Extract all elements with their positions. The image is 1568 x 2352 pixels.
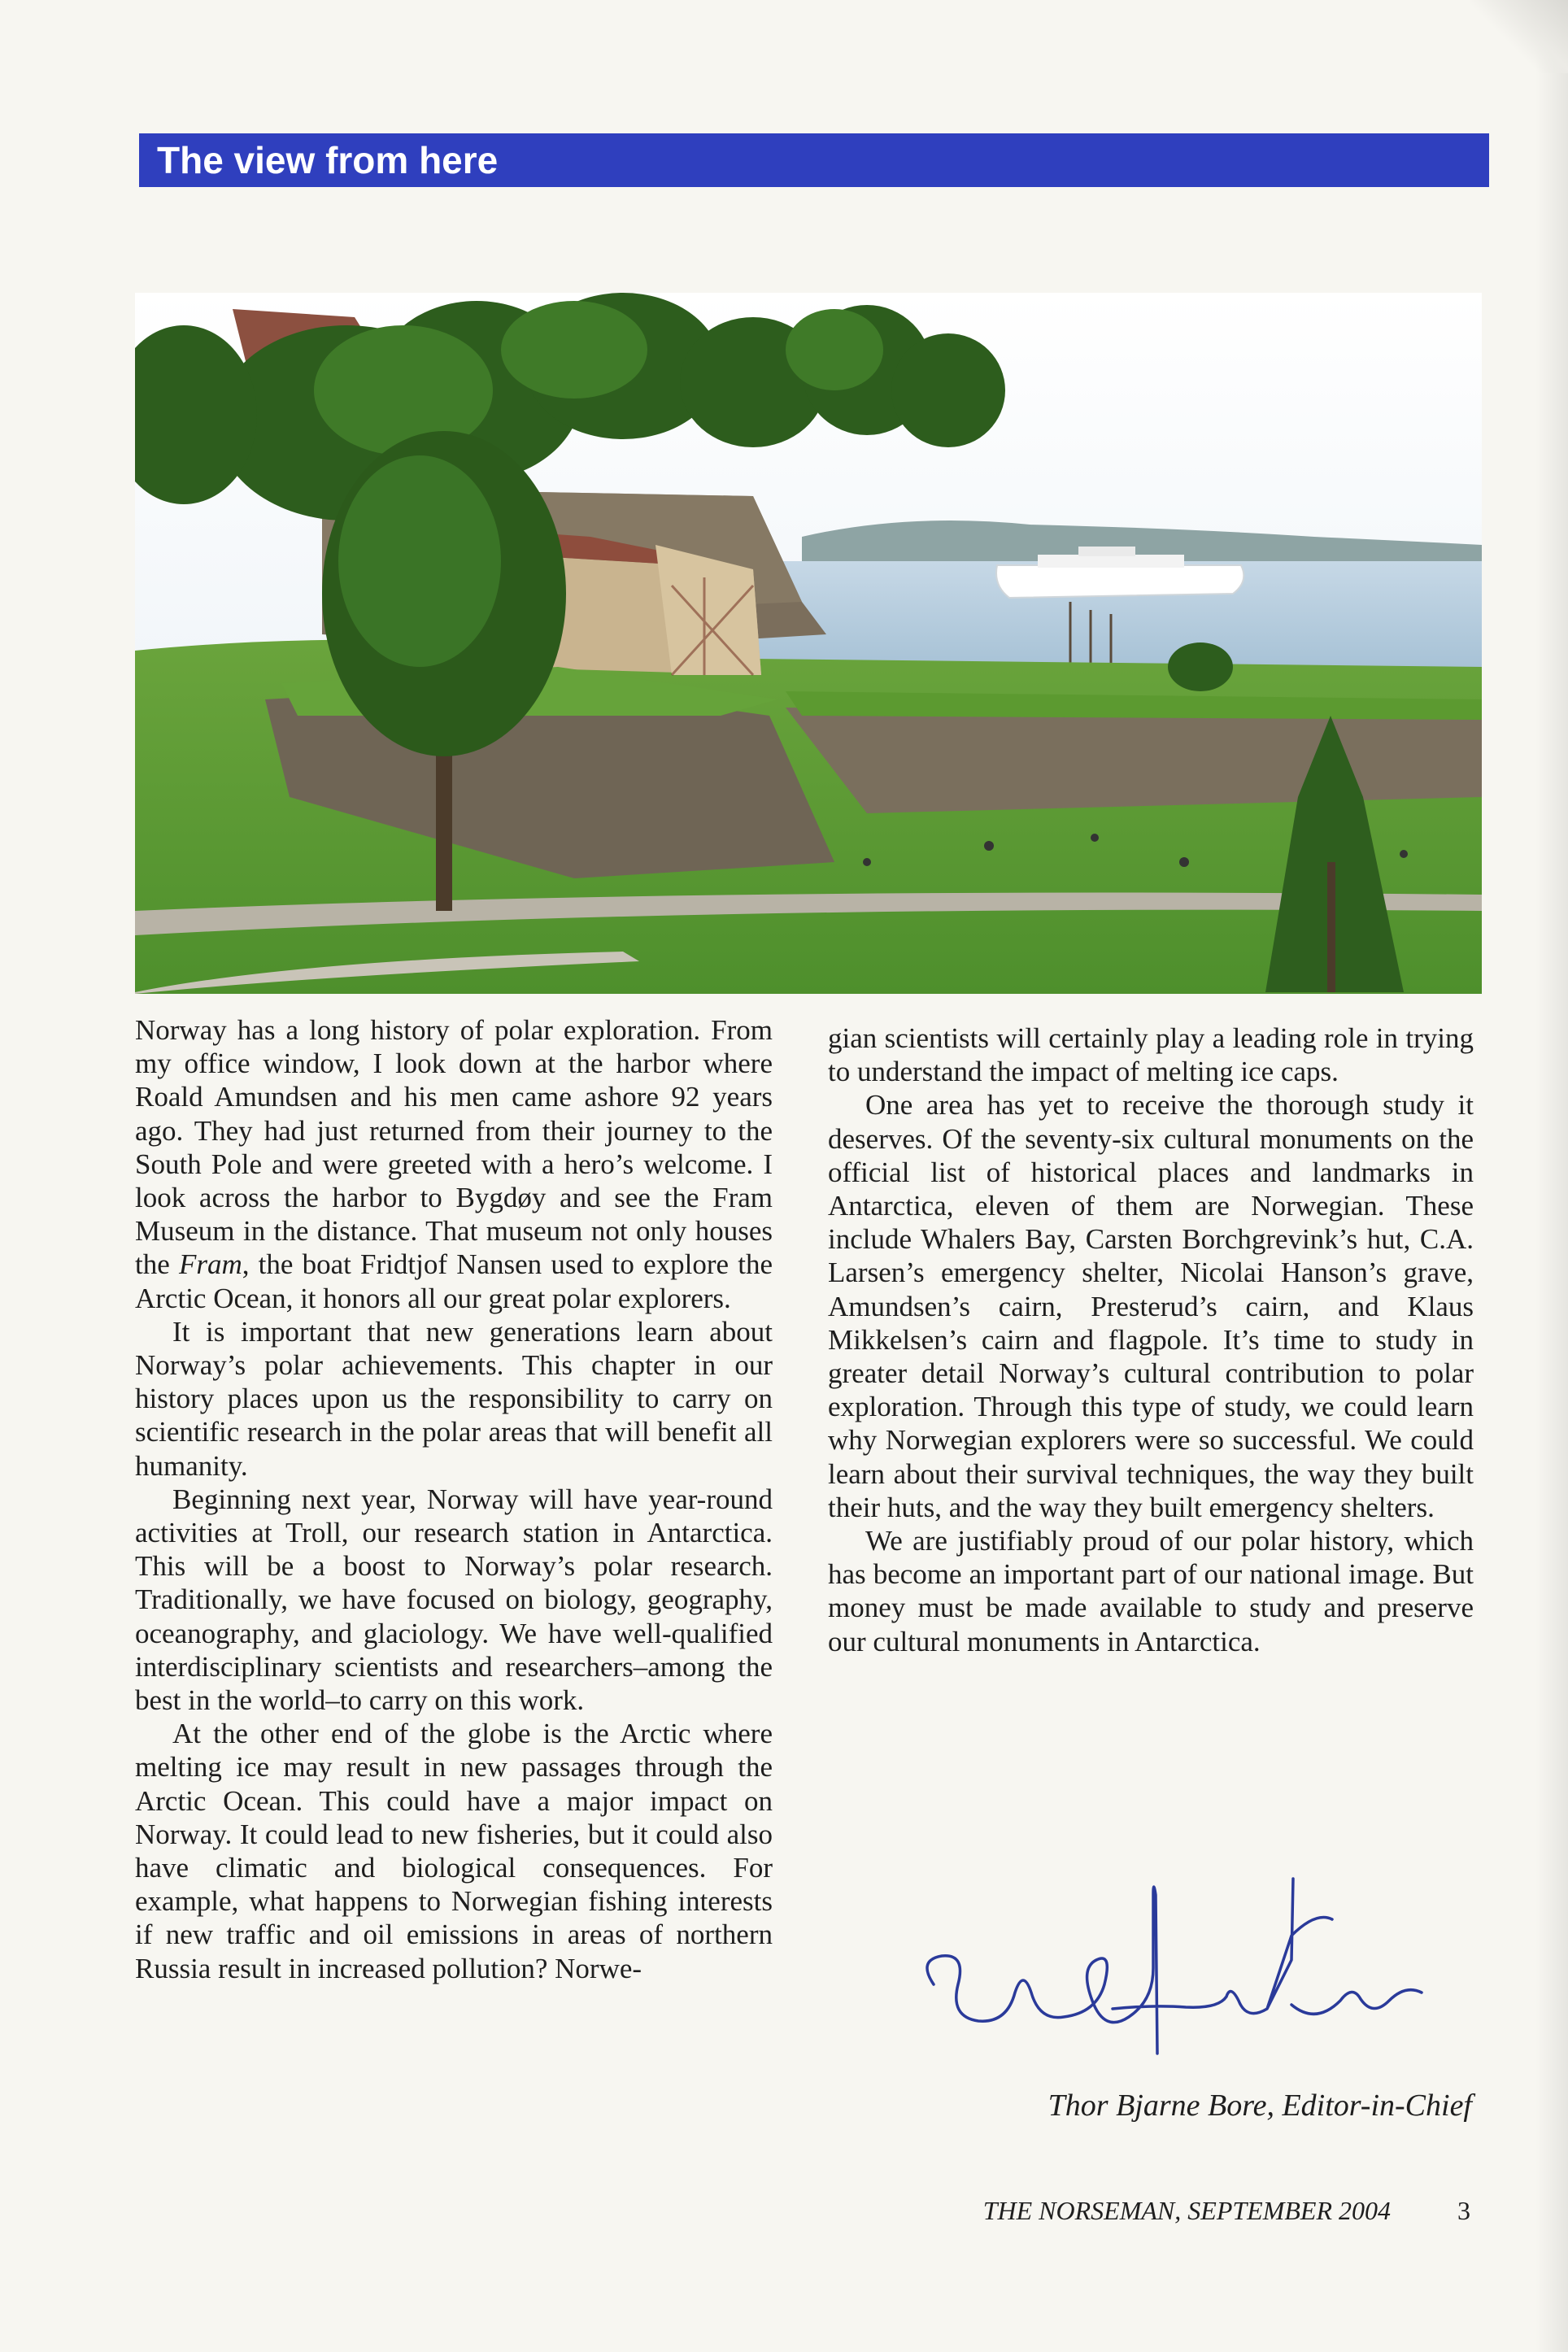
- page-corner-fold: [1470, 0, 1568, 73]
- page-number: 3: [1457, 2196, 1470, 2225]
- paragraph-2: [135, 1315, 773, 1483]
- signature-name: Thor Bjarne Bore, Editor-in-Chief: [1048, 2088, 1472, 2123]
- text-run: At the other end of the globe is the Arctic where melting ice may result in new passages through the Arctic Ocean. This could have a major impact on Norway. It could lead to new fisheries, but it could also have climatic and biological consequences. For example, what happens to Norwegian fishing interests if new traffic and oil emissions in areas of northern Russia result in increased pollution? Norwe-: [135, 1718, 773, 1984]
- photo-illustration: [135, 293, 1482, 994]
- paragraph-3: [135, 1483, 773, 1717]
- text-run: One area has yet to receive the thorough study it deserves. Of the seventy-six cultural monuments on the official list of historical places and landmarks in Antarctica, eleven of them are Norwegian. These include Whalers Bay, Carsten Borchgrevink’s hut, C.A. Larsen’s emergency shelter, Nicolai Hanson’s grave, Amundsen’s cairn, Presterud’s cairn, and Klaus Mikkelsen’s cairn and flagpole. It’s time to study in greater detail Norway’s cultural contribution to polar exploration. Through this type of study, we could learn why Norwegian explorers were so successful. We could learn about their survival techniques, the way they built their huts, and the way they built emergency shelters.: [828, 1089, 1474, 1523]
- paragraph-6: [828, 1088, 1474, 1524]
- text-run: gian scientists will certainly play a leading role in trying to understand the impact of melting ice caps.: [828, 1022, 1474, 1088]
- paragraph-1: [135, 1013, 773, 1315]
- section-header-bar: [139, 133, 1489, 187]
- article-column-left: [135, 1013, 773, 1985]
- fortress-harbor-photo: [135, 293, 1482, 994]
- text-run: It is important that new generations learn about Norway’s polar achievements. This chapter in our history places upon us the responsibility to carry on scientific research in the polar areas that will benefit all humanity.: [135, 1315, 773, 1482]
- article-column-right: [828, 1021, 1474, 1658]
- footer-publication: THE NORSEMAN, SEPTEMBER 2004: [982, 2196, 1391, 2225]
- paragraph-5: [828, 1021, 1474, 1088]
- italic-text: Fram: [178, 1248, 242, 1281]
- handwritten-signature-icon: [909, 1862, 1446, 2090]
- text-run: We are justifiably proud of our polar history, which has become an important part of our national image. But money must be made available to study and preserve our cultural monuments in Antarctica.: [828, 1525, 1474, 1657]
- section-title: The view from here: [157, 139, 499, 181]
- paragraph-7: [828, 1524, 1474, 1658]
- text-run: , the boat Fridtjof Nansen used to explore the Arctic Ocean, it honors all our great polar explorers.: [135, 1248, 773, 1314]
- page-edge-shadow: [1535, 0, 1568, 2352]
- editor-signature: [909, 1862, 1446, 2090]
- text-run: Norway has a long history of polar exploration. From my office window, I look down at the harbor where Roald Amundsen and his men came ashore 92 years ago. They had just returned from their journey to the South Pole and were greeted with a hero’s welcome. I look across the harbor to Bygdøy and see the Fram Museum in the distance. That museum not only houses the: [135, 1014, 773, 1281]
- paragraph-4: [135, 1717, 773, 1985]
- text-run: Beginning next year, Norway will have year-round activities at Troll, our research station in Antarctica. This will be a boost to Norway’s polar research. Traditionally, we have focused on biology, geography, oceanography, and glaciology. We have well-qualified interdisciplinary scientists and researchers–among the best in the world–to carry on this work.: [135, 1483, 773, 1717]
